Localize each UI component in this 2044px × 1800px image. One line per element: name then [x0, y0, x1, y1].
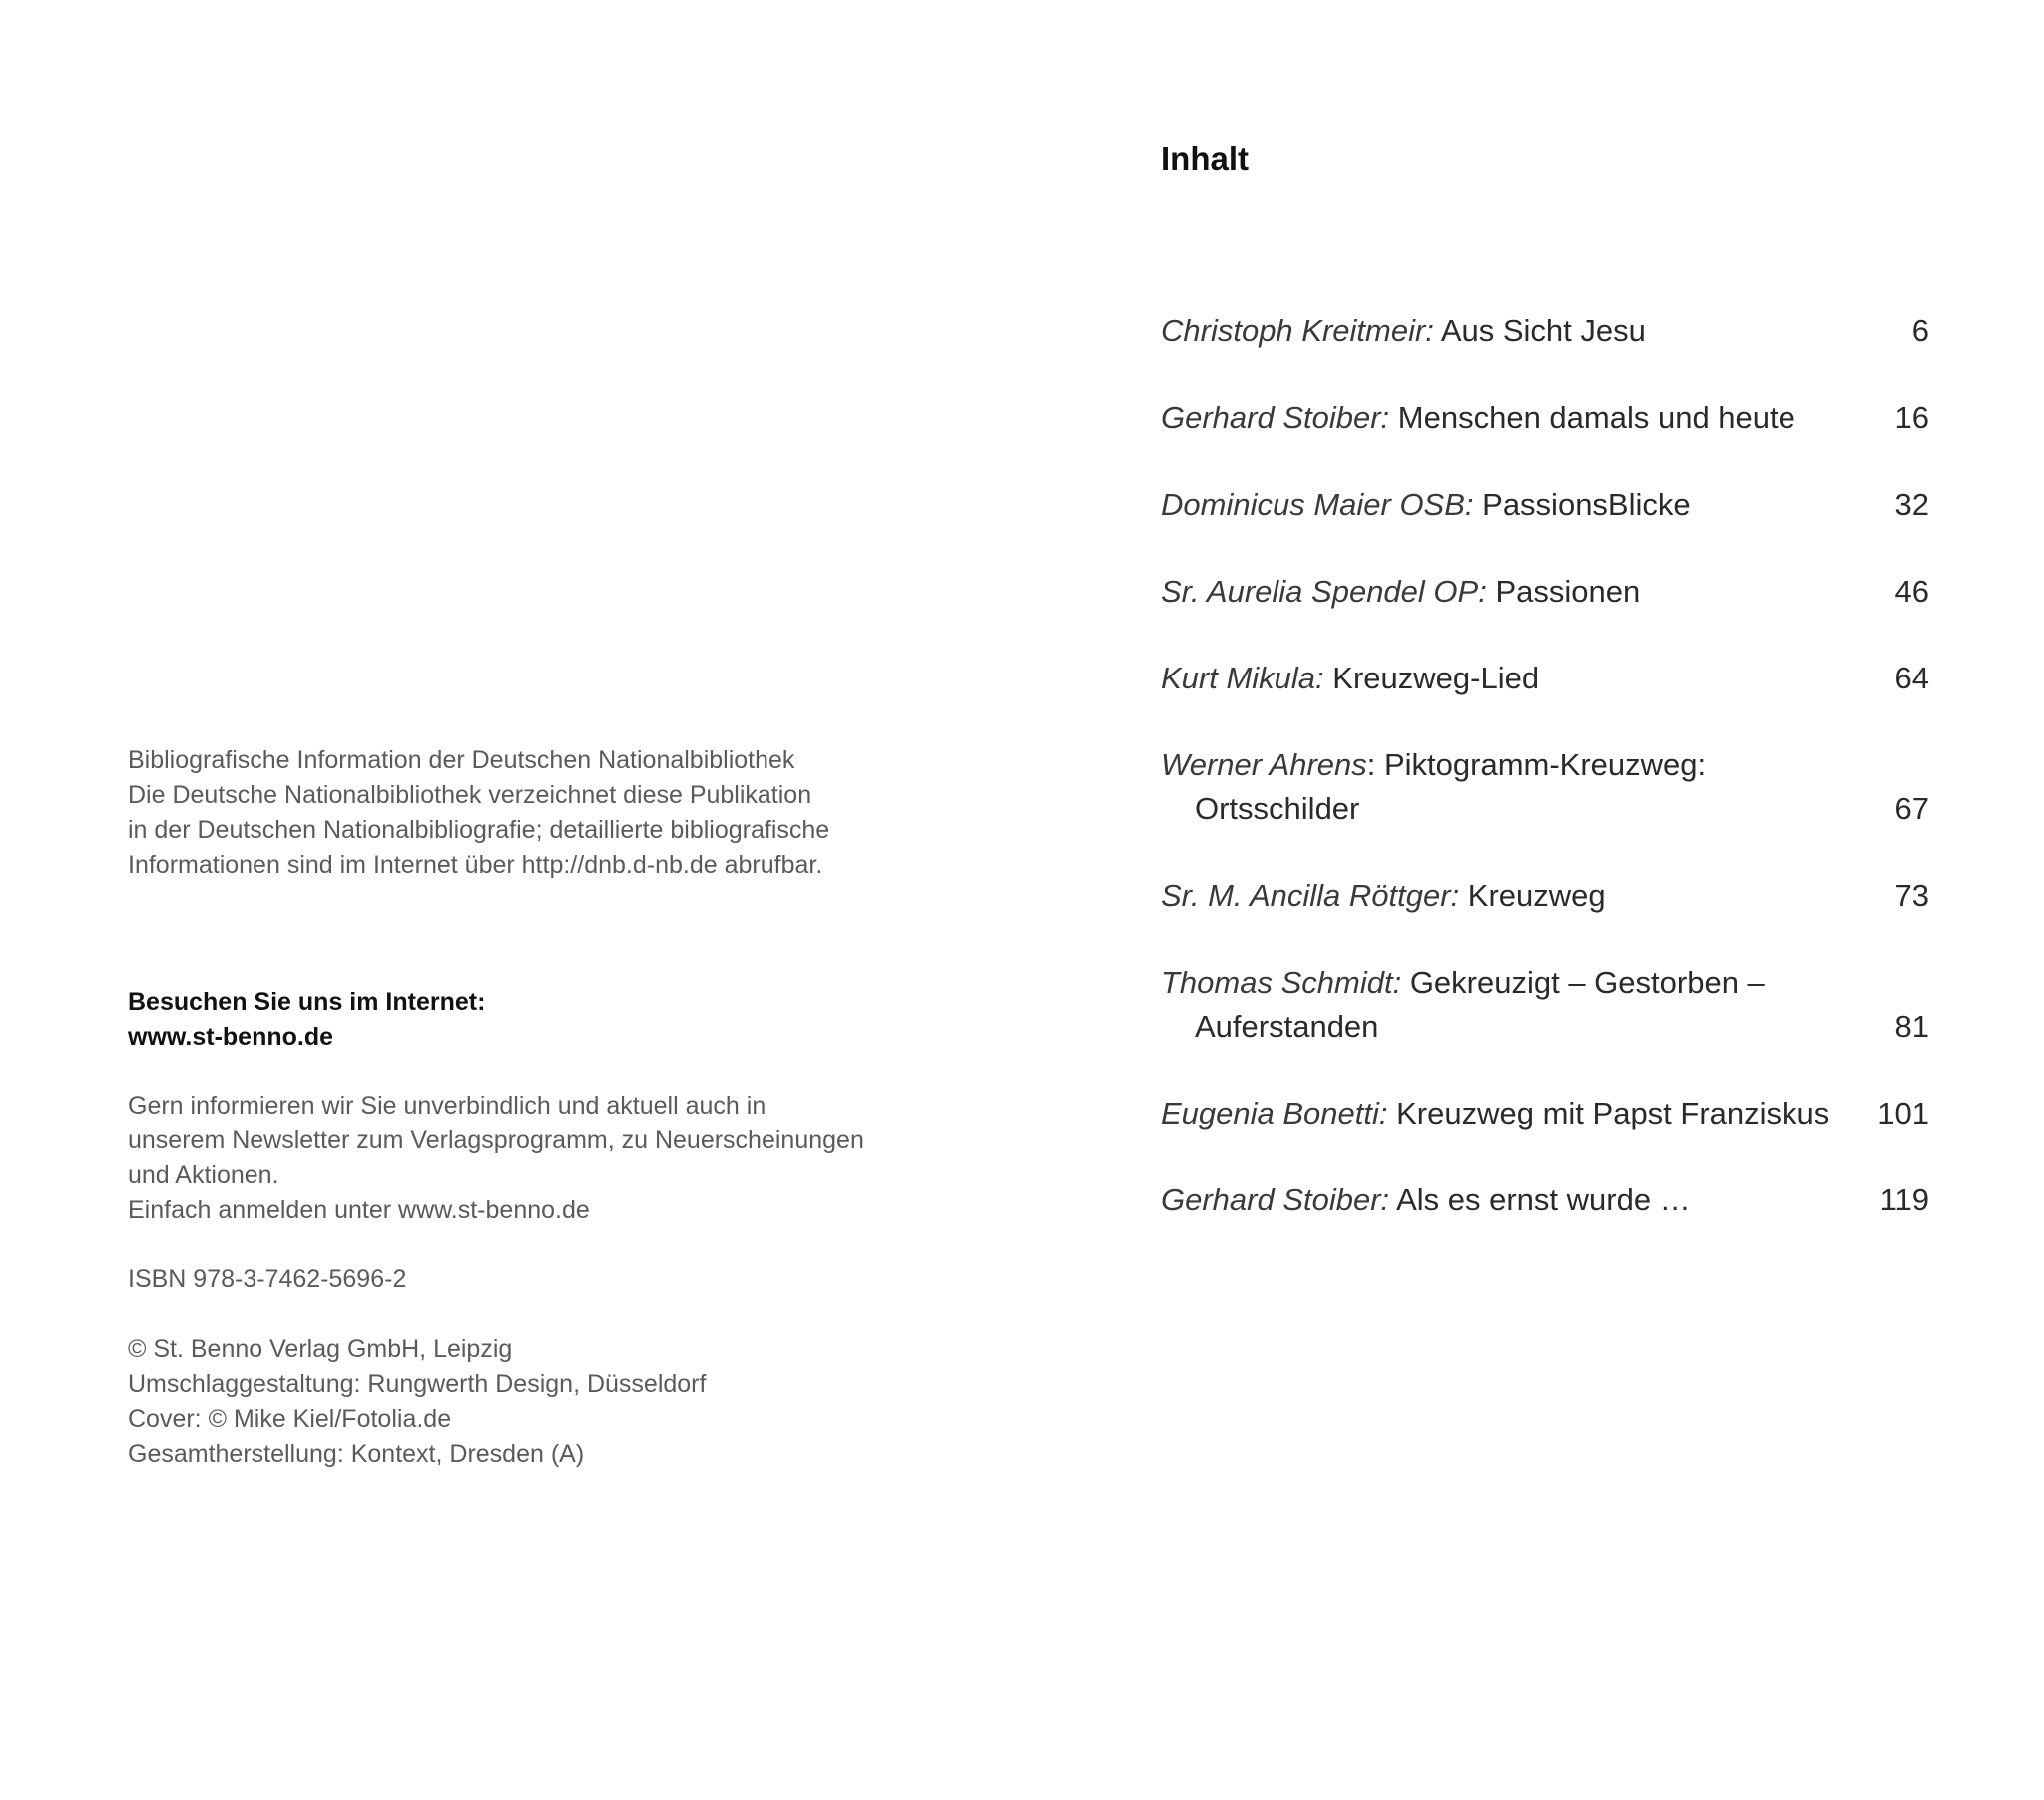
toc-title-continuation: Ortsschilder	[1195, 791, 1360, 826]
toc-title: Kreuzweg	[1459, 878, 1606, 913]
toc-author: Sr. M. Ancilla Röttger:	[1161, 878, 1460, 913]
toc-author: Gerhard Stoiber:	[1161, 1182, 1390, 1217]
toc-page-number: 16	[1894, 400, 1929, 435]
toc-author: Dominicus Maier OSB:	[1161, 487, 1474, 522]
newsletter-info	[128, 1089, 886, 1228]
toc-entry	[1161, 743, 1929, 831]
credits-block	[128, 1332, 886, 1472]
isbn-block	[128, 1262, 886, 1297]
toc-page-number: 67	[1894, 791, 1929, 826]
newsletter-line: und Aktionen.	[128, 1161, 279, 1189]
toc-entry	[1161, 309, 1929, 353]
toc-title: Kreuzweg-Lied	[1323, 661, 1540, 695]
credit-line: Umschlaggestaltung: Rungwerth Design, Düsseldorf	[128, 1370, 707, 1398]
bib-line: Die Deutsche Nationalbibliothek verzeichnet diese Publikation	[128, 781, 812, 809]
toc-entry	[1161, 396, 1929, 440]
toc-title: Gekreuzigt – Gestorben –	[1401, 965, 1765, 1000]
bib-line: Bibliografische Information der Deutschen Nationalbibliothek	[128, 746, 795, 774]
toc-author: Thomas Schmidt:	[1161, 965, 1402, 1000]
toc-title: : Piktogramm-Kreuzweg:	[1366, 747, 1707, 782]
newsletter-line: unserem Newsletter zum Verlagsprogramm, zu Neuerscheinungen	[128, 1126, 864, 1154]
toc-heading: Inhalt	[1161, 140, 1249, 177]
toc-page-number: 81	[1894, 1009, 1929, 1044]
toc-page-number: 6	[1911, 313, 1929, 348]
toc-author: Sr. Aurelia Spendel OP:	[1161, 574, 1487, 609]
visit-block	[128, 985, 886, 1055]
bib-line: Informationen sind im Internet über http://dnb.d-nb.de abrufbar.	[128, 851, 823, 879]
toc-page-number: 73	[1894, 878, 1929, 913]
toc-entry	[1161, 961, 1929, 1049]
bibliographic-information	[128, 743, 886, 883]
toc-title: Aus Sicht Jesu	[1433, 313, 1646, 348]
toc-title: PassionsBlicke	[1473, 487, 1691, 522]
visit-url: www.st-benno.de	[128, 1023, 334, 1051]
bib-line: in der Deutschen Nationalbibliografie; detaillierte bibliografische	[128, 816, 830, 844]
toc-page-number: 64	[1894, 661, 1929, 695]
toc-entry	[1161, 483, 1929, 527]
toc-page-number: 32	[1894, 487, 1929, 522]
toc-entry	[1161, 570, 1929, 614]
toc-page-number: 119	[1879, 1182, 1929, 1217]
toc-entry	[1161, 1178, 1929, 1222]
toc-author: Eugenia Bonetti:	[1161, 1096, 1388, 1130]
credit-line: Gesamtherstellung: Kontext, Dresden (A)	[128, 1440, 585, 1468]
toc-author: Christoph Kreitmeir:	[1161, 313, 1434, 348]
toc-title: Menschen damals und heute	[1389, 400, 1795, 435]
newsletter-line: Einfach anmelden unter www.st-benno.de	[128, 1196, 590, 1224]
isbn: ISBN 978-3-7462-5696-2	[128, 1265, 407, 1293]
toc-entry	[1161, 657, 1929, 700]
toc-entry	[1161, 1092, 1929, 1135]
credit-line: © St. Benno Verlag GmbH, Leipzig	[128, 1335, 513, 1363]
toc-page-number: 101	[1877, 1096, 1929, 1130]
toc-entry	[1161, 874, 1929, 918]
toc-author: Werner Ahrens	[1161, 747, 1367, 782]
toc-title: Passionen	[1486, 574, 1641, 609]
toc-title: Als es ernst wurde …	[1389, 1182, 1691, 1217]
toc-page-number: 46	[1894, 574, 1929, 609]
table-of-contents	[1161, 309, 1929, 1265]
toc-author: Gerhard Stoiber:	[1161, 400, 1390, 435]
credit-line: Cover: © Mike Kiel/Fotolia.de	[128, 1405, 452, 1433]
toc-title: Kreuzweg mit Papst Franziskus	[1387, 1096, 1830, 1130]
newsletter-line: Gern informieren wir Sie unverbindlich und aktuell auch in	[128, 1092, 766, 1120]
visit-heading: Besuchen Sie uns im Internet:	[128, 988, 486, 1016]
toc-title-continuation: Auferstanden	[1195, 1009, 1379, 1044]
toc-author: Kurt Mikula:	[1161, 661, 1324, 695]
